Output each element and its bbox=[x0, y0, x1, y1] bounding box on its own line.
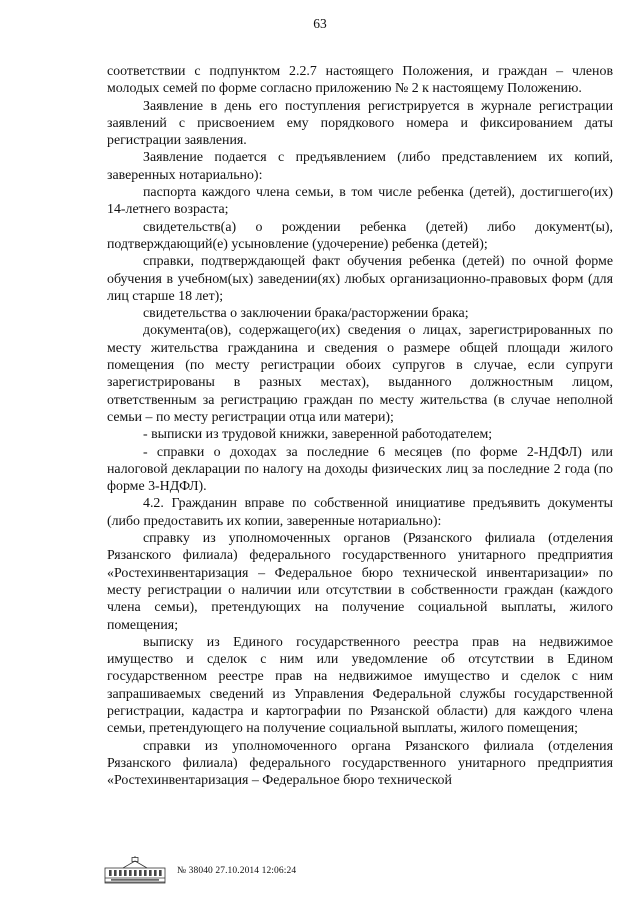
paragraph-3: Заявление подается с предъявлением (либо представлением их копий, заверенных нотариально): bbox=[107, 150, 613, 183]
paragraph-1: соответствии с подпунктом 2.2.7 настоящего Положения, и граждан – членов молодых семей по форме согласно приложению № 2 к настоящему Положению. bbox=[107, 64, 613, 97]
document-body bbox=[107, 63, 613, 789]
paragraph-6: справки, подтверждающей факт обучения ребенка (детей) по очной форме обучения в учебном(ых) заведении(ях) любых организационно-правовых форм (для лиц старше 18 лет); bbox=[107, 254, 613, 304]
paragraph-14: справки из уполномоченного органа Рязанского филиала (отделения Рязанского филиала) федерального государственного унитарного предприятия «Ростехинвентаризация – Федеральное бюро технической bbox=[107, 738, 613, 789]
paragraph-11: 4.2. Гражданин вправе по собственной инициативе предъявить документы (либо предоставить их копии, заверенные нотариально): bbox=[107, 496, 613, 529]
paragraph-9: - выписки из трудовой книжки, заверенной работодателем; bbox=[143, 427, 493, 443]
paragraph-8: документа(ов), содержащего(их) сведения о лицах, зарегистрированных по месту жительства гражданина и сведения о размере общей площади жилого помещения (по месту регистрации обоих супругов в случае, если супруги зарегистрированы в разных местах), выданного должностным лицом, ответственным за регистрацию граждан по месту жительства (в случае неполной семьи – по месту регистрации отца или матери); bbox=[107, 323, 613, 425]
document-footer bbox=[103, 856, 296, 886]
paragraph-2: Заявление в день его поступления регистрируется в журнале регистрации заявлений с присвоением ему порядкового номера и фиксированием даты регистрации заявления. bbox=[107, 98, 613, 149]
paragraph-12: справку из уполномоченных органов (Рязанского филиала (отделения Рязанского филиала) федерального государственного унитарного предприятия «Ростехинвентаризация – Федеральное бюро технической инвентаризации» по месту регистрации о наличии или отсутствии в собственности граждан (каждого члена семьи), претендующих на получение социальной выплаты, жилого помещения; bbox=[107, 531, 613, 633]
registration-stamp: № 38040 27.10.2014 12:06:24 bbox=[177, 866, 297, 876]
paragraph-10: - справки о доходах за последние 6 месяцев (по форме 2-НДФЛ) или налоговой декларации по налогу на доходы физических лиц за последние 2 года (по форме 3-НДФЛ). bbox=[107, 444, 613, 495]
paragraph-5: свидетельств(а) о рождении ребенка (детей) либо документ(ы), подтверждающий(е) усыновление (удочерение) ребенка (детей); bbox=[107, 219, 613, 252]
building-seal-icon bbox=[103, 856, 167, 886]
paragraph-4: паспорта каждого члена семьи, в том числе ребенка (детей), достигшего(их) 14-летнего возраста; bbox=[107, 185, 613, 218]
page-number: 63 bbox=[313, 16, 327, 31]
paragraph-13: выписку из Единого государственного реестра прав на недвижимое имущество и сделок с ним или уведомление об отсутствии в Едином государственном реестре прав на недвижимое имущество и сделок с ним запрашиваемых сведений из Управления Федеральной службы государственной регистрации, кадастра и картографии по Рязанской области) для каждого члена семьи, претендующего на получение социальной выплаты, жилого помещения; bbox=[107, 634, 613, 737]
paragraph-7: свидетельства о заключении брака/расторжении брака; bbox=[143, 306, 469, 322]
